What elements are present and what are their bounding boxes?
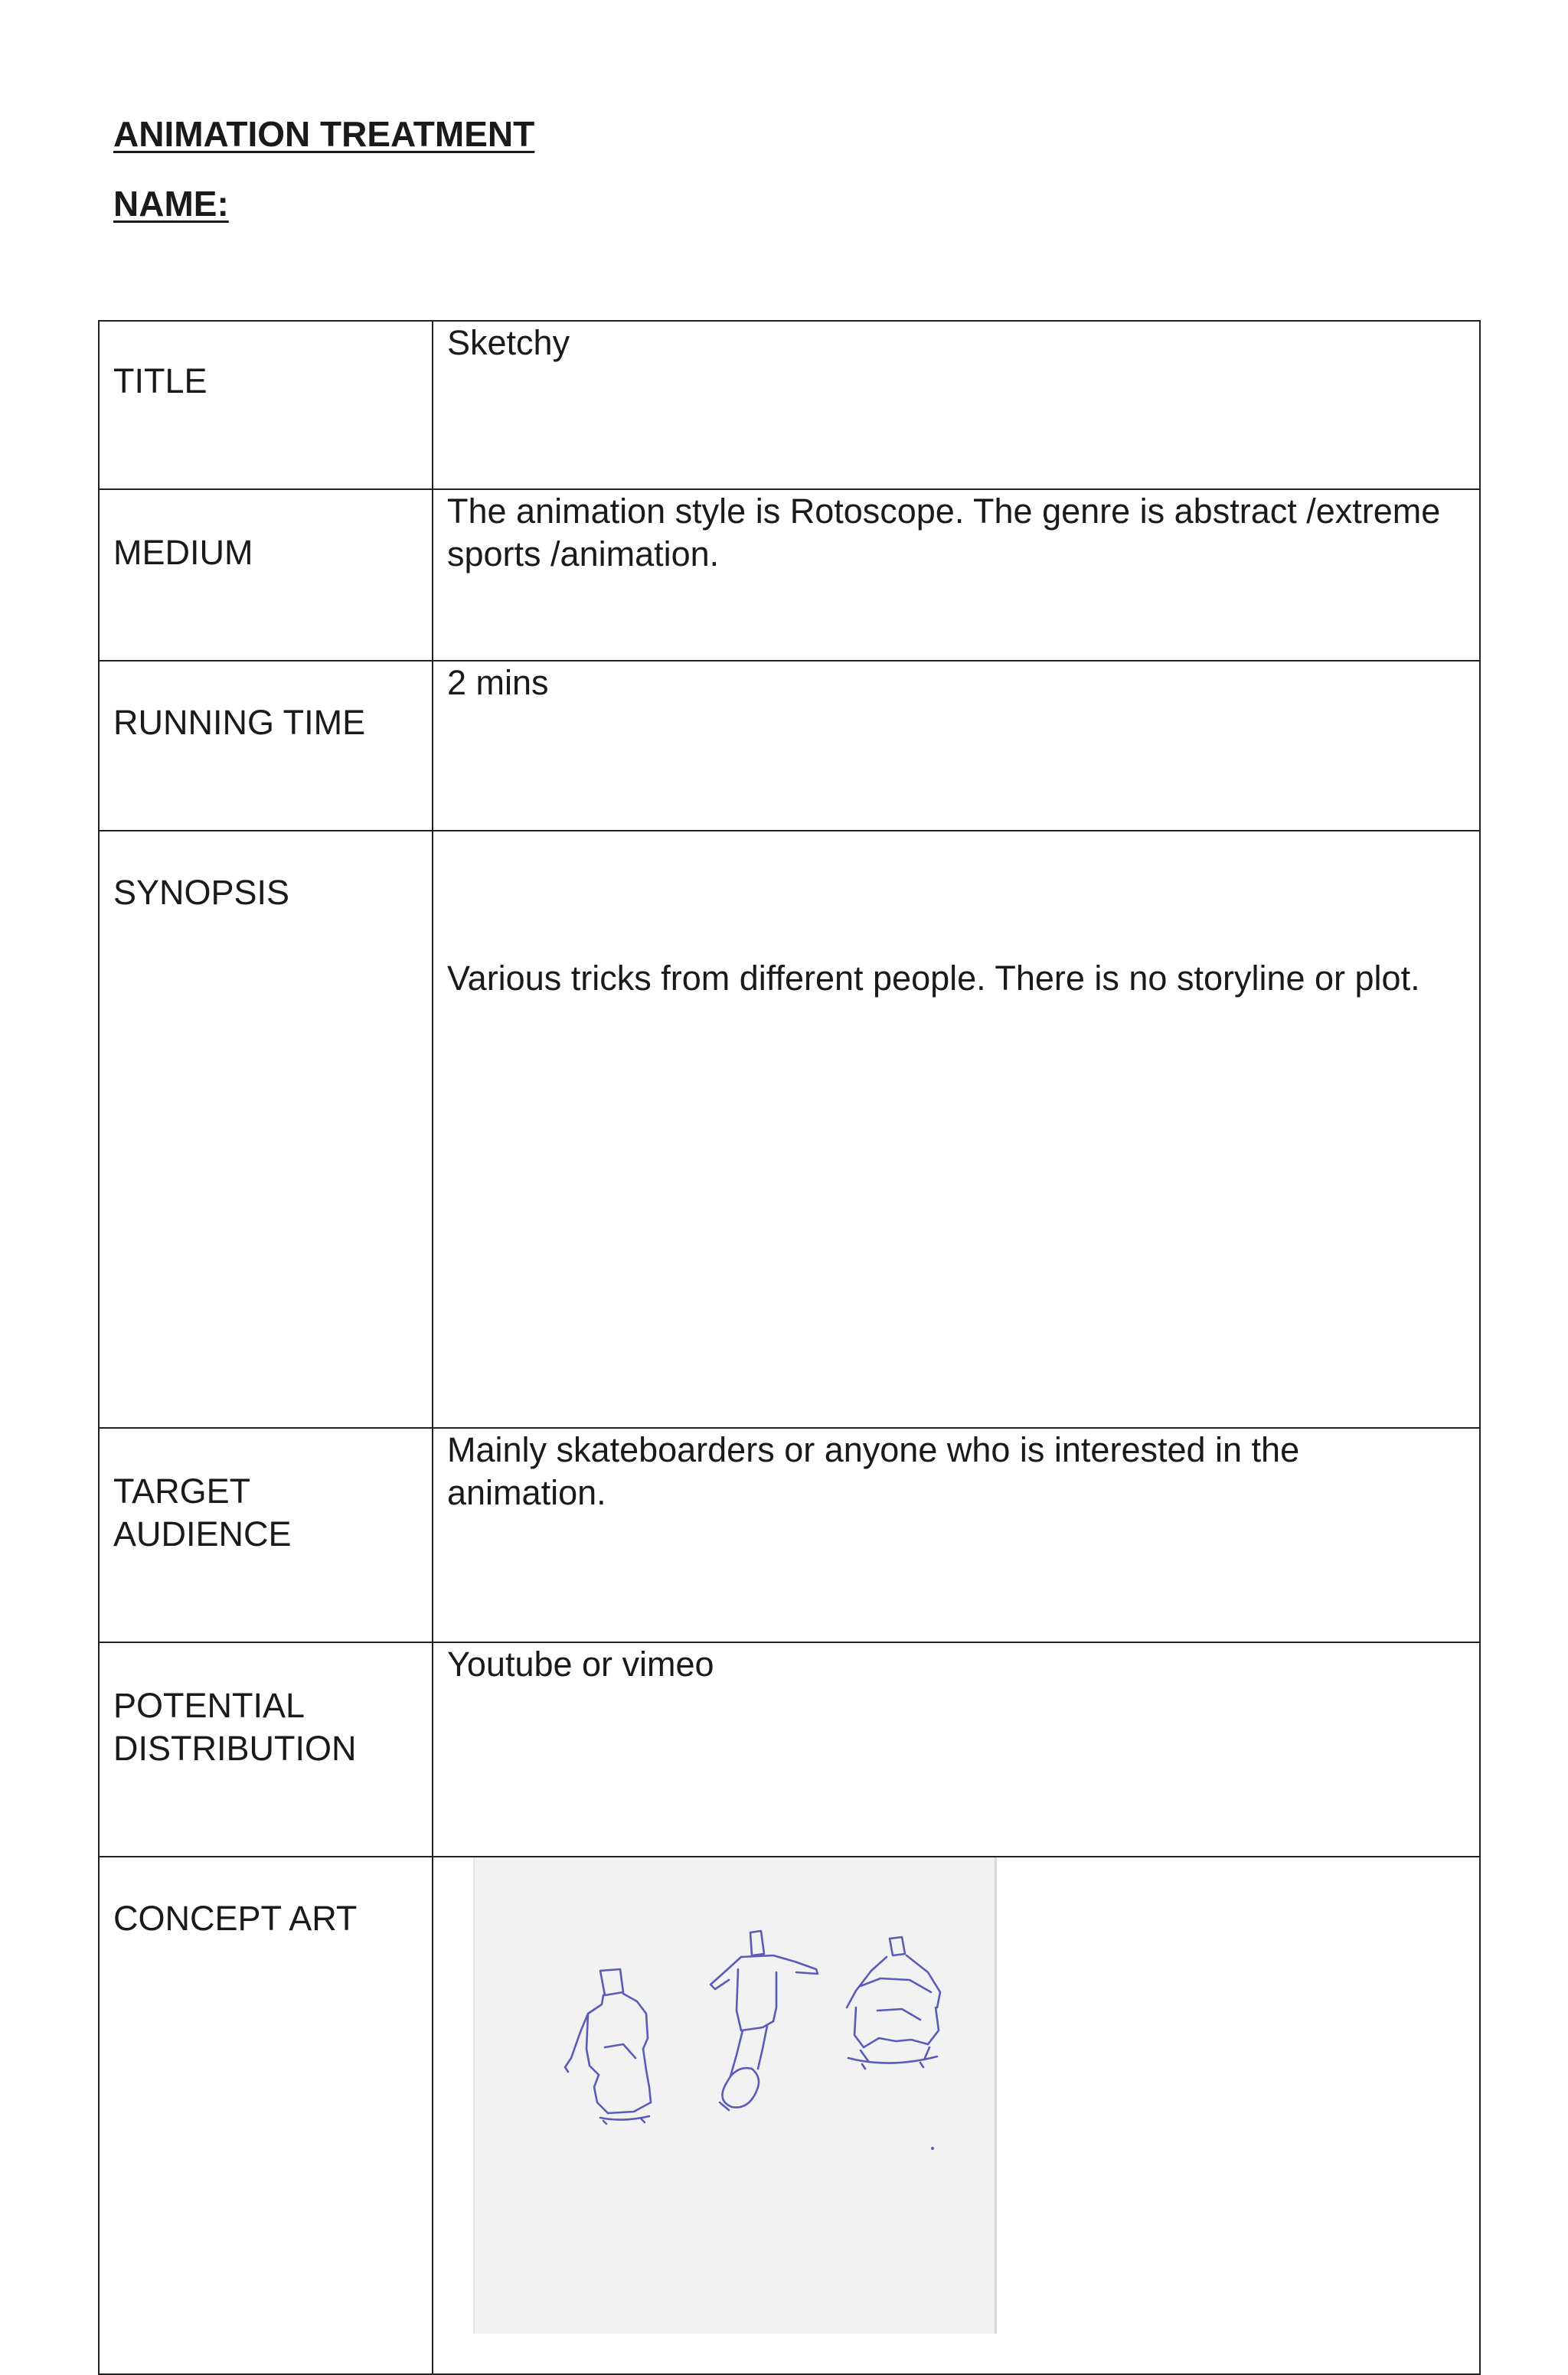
table-row-concept-art [99,1857,1480,2374]
sketch-figure-middle [710,1931,818,2110]
synopsis-value: Various tricks from different people. There is no storyline or plot. [433,831,1480,1428]
target-audience-value: Mainly skateboarders or anyone who is interested in the animation. [433,1428,1480,1642]
table-row-potential-distribution [99,1642,1480,1857]
name-label: NAME: [113,184,229,224]
potential-distribution-label: POTENTIAL DISTRIBUTION [99,1642,433,1857]
running-time-value: 2 mins [433,661,1480,831]
concept-art-label: CONCEPT ART [99,1857,433,2374]
title-value: Sketchy [433,321,1480,489]
table-row-synopsis [99,831,1480,1428]
treatment-table [98,320,1481,2375]
document-title: ANIMATION TREATMENT [113,114,535,154]
concept-art-cell [433,1857,1480,2374]
skateboarder-sketch-image [473,1857,997,2334]
table-row-title [99,321,1480,489]
sketch-figure-left [565,1969,651,2124]
sketch-figure-right [847,1937,940,2069]
table-row-medium [99,489,1480,661]
potential-distribution-value: Youtube or vimeo [433,1642,1480,1857]
title-label: TITLE [99,321,433,489]
target-audience-label: TARGET AUDIENCE [99,1428,433,1642]
table-row-target-audience [99,1428,1480,1642]
medium-label: MEDIUM [99,489,433,661]
synopsis-label: SYNOPSIS [99,831,433,1428]
table-row-running-time [99,661,1480,831]
running-time-label: RUNNING TIME [99,661,433,831]
medium-value: The animation style is Rotoscope. The genre is abstract /extreme sports /animation. [433,489,1480,661]
